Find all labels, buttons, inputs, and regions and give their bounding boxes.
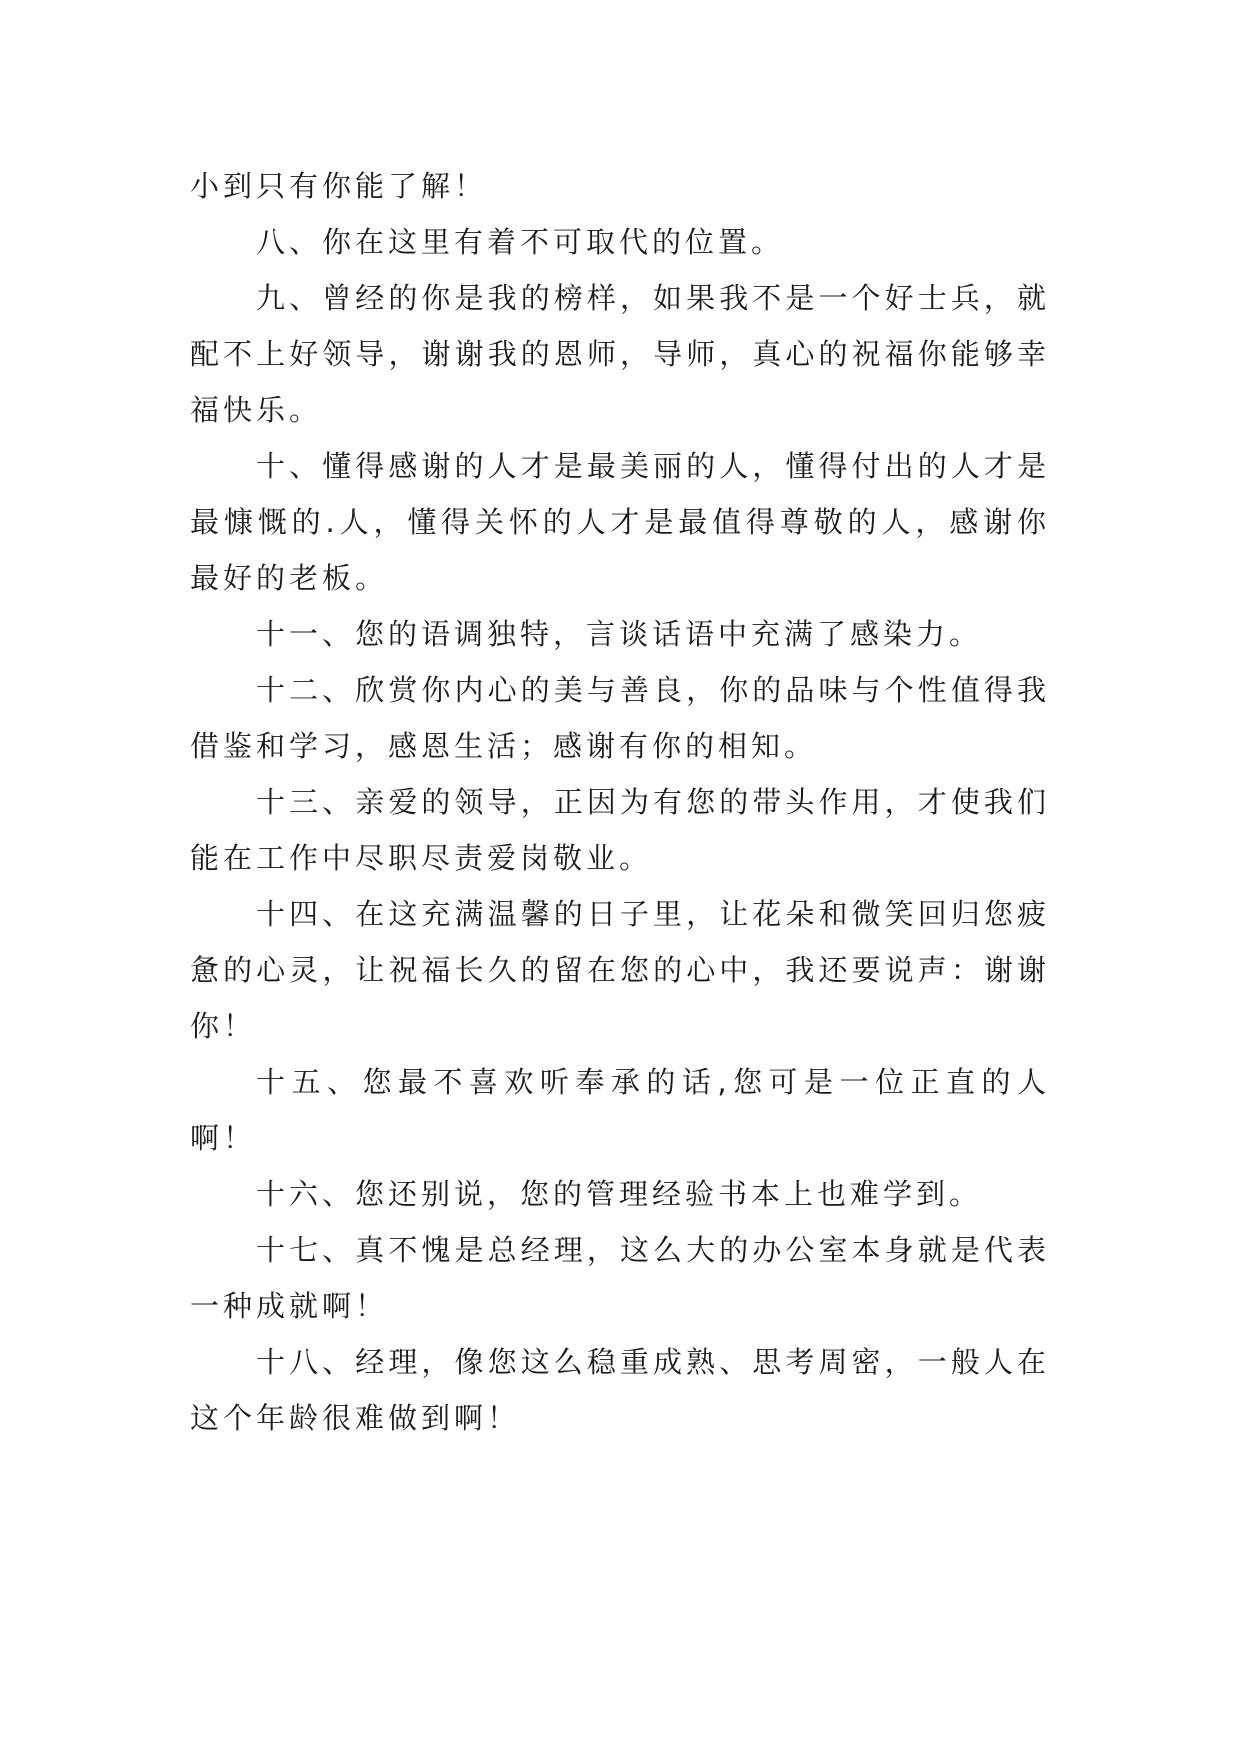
paragraph-15: 十五、您最不喜欢听奉承的话,您可是一位正直的人啊！ — [190, 1065, 1050, 1155]
paragraph-10: 十、懂得感谢的人才是最美丽的人，懂得付出的人才是最慷慨的.人，懂得关怀的人才是最值得尊敬的人，感谢你最好的老板。 — [190, 449, 1050, 595]
paragraph-12: 十二、欣赏你内心的美与善良，你的品味与个性值得我借鉴和学习，感恩生活；感谢有你的相知。 — [190, 673, 1050, 763]
paragraph-17: 十七、真不愧是总经理，这么大的办公室本身就是代表一种成就啊！ — [190, 1233, 1050, 1323]
paragraph-16: 十六、您还别说，您的管理经验书本上也难学到。 — [256, 1177, 983, 1211]
document-body — [190, 158, 1050, 1446]
paragraph-14: 十四、在这充满温馨的日子里，让花朵和微笑回归您疲惫的心灵，让祝福长久的留在您的心中，我还要说声：谢谢你！ — [190, 897, 1050, 1043]
paragraph-13: 十三、亲爱的领导，正因为有您的带头作用，才使我们能在工作中尽职尽责爱岗敬业。 — [190, 785, 1050, 875]
paragraph-9: 九、曾经的你是我的榜样，如果我不是一个好士兵，就配不上好领导，谢谢我的恩师，导师，真心的祝福你能够幸福快乐。 — [190, 281, 1050, 427]
paragraph-18: 十八、经理，像您这么稳重成熟、思考周密，一般人在这个年龄很难做到啊！ — [190, 1345, 1050, 1435]
paragraph-continuation: 小到只有你能了解！ — [190, 169, 488, 203]
paragraph-8: 八、你在这里有着不可取代的位置。 — [256, 225, 785, 259]
paragraph-11: 十一、您的语调独特，言谈话语中充满了感染力。 — [256, 617, 983, 651]
